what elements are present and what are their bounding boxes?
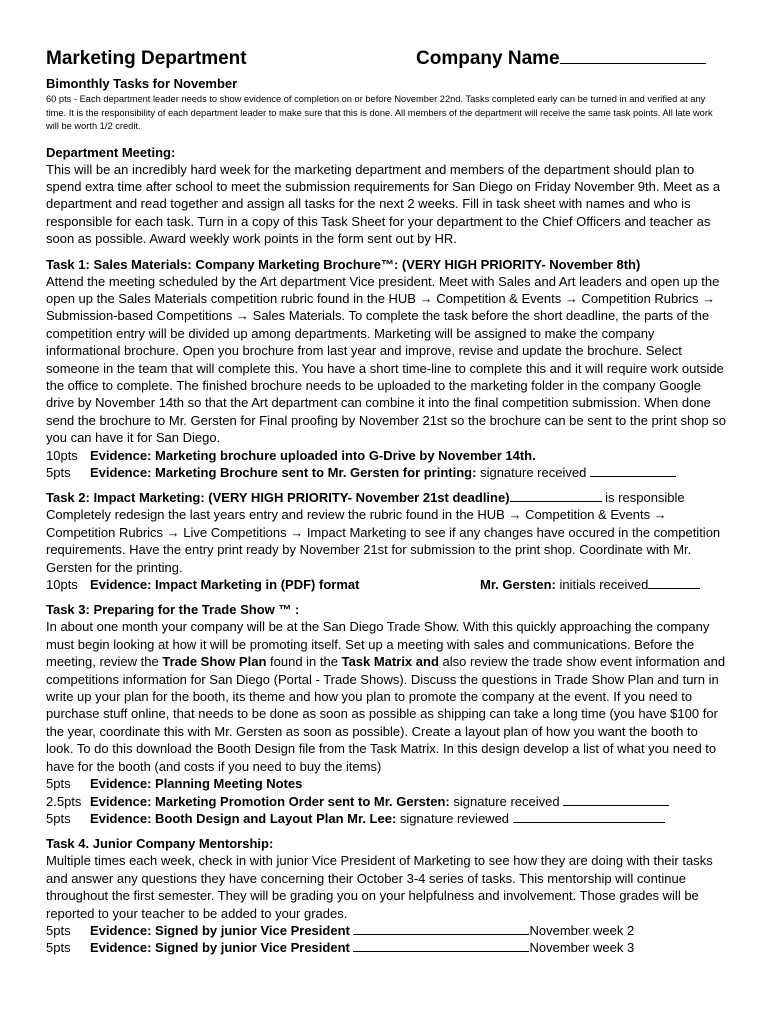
header-row	[46, 48, 726, 72]
task1-heading: Task 1: Sales Materials: Company Marketing Brochure™: (VERY HIGH PRIORITY- November 8th)	[46, 256, 641, 272]
task4-body: Multiple times each week, check in with junior Vice President of Marketing to see how they are doing with their tasks and answer any questions they have concerning their October 3-4 series of tasks. This mentorship will continue throughout the first semester. They will be grading you on your helpfulness and involvement. Those grades will be reported to your teacher to be added to your grades.	[46, 853, 713, 921]
points: 5pts	[46, 810, 71, 826]
points: 5pts	[46, 940, 71, 956]
points: 2.5pts	[46, 793, 82, 809]
task3-evidence-3	[46, 810, 726, 827]
points: 5pts	[46, 465, 71, 480]
points: 10pts	[46, 447, 78, 463]
task3-section	[46, 601, 726, 827]
points: 5pts	[46, 776, 71, 792]
company-name-blank	[560, 52, 706, 64]
task3-evidence-2	[46, 793, 726, 810]
signature-blank	[563, 794, 669, 806]
task4-evidence-1	[46, 922, 726, 939]
evidence-label: Evidence: Marketing Brochure sent to Mr. Gersten for printing:	[90, 465, 477, 480]
task3-heading: Task 3: Preparing for the Trade Show ™ :	[46, 602, 300, 618]
evidence-label: Evidence: Impact Marketing in (PDF) format	[90, 577, 360, 593]
signature-note: signature received	[480, 465, 587, 480]
task4-section	[46, 835, 726, 956]
department-title: Marketing Department	[46, 48, 247, 69]
evidence-label: Evidence: Signed by junior Vice President	[90, 922, 350, 938]
evidence-label: Evidence: Signed by junior Vice President	[90, 940, 350, 956]
task2-section	[46, 489, 726, 593]
signature-blank	[513, 811, 665, 823]
evidence-label: Evidence: Booth Design and Layout Plan Mr. Lee:	[90, 810, 397, 826]
task2-heading: Task 2: Impact Marketing: (VERY HIGH PRIORITY- November 21st deadline)	[46, 490, 510, 506]
meeting-section	[46, 144, 726, 248]
evidence-label: Evidence: Planning Meeting Notes	[90, 776, 303, 792]
task4-evidence-2	[46, 939, 726, 956]
signature-blank	[353, 940, 529, 952]
responsible-label: is responsible	[605, 490, 685, 506]
task4-heading: Task 4. Junior Company Mentorship:	[46, 836, 274, 852]
responsible-blank	[510, 490, 602, 502]
task1-evidence-1	[46, 447, 726, 464]
gersten-initials: Mr. Gersten: initials received	[480, 576, 700, 593]
intro-text: 60 pts - Each department leader needs to show evidence of completion on or before November 22nd. Tasks completed early can be turned in and verified at any time. It is the responsibility of each department leader to make sure that this is done. All members of the department will receive the same task points. All late work will be worth 1/2 credit.	[46, 94, 713, 131]
task2-heading-row	[46, 489, 726, 506]
signature-blank	[353, 923, 529, 935]
week-note: November week 3	[529, 940, 635, 956]
points: 10pts	[46, 577, 78, 593]
page-subtitle: Bimonthly Tasks for November	[46, 76, 238, 91]
evidence-label: Evidence: Marketing brochure uploaded into G-Drive by November 14th.	[90, 447, 536, 463]
task1-section	[46, 256, 726, 482]
signature-note: signature received	[453, 793, 560, 809]
company-name-label: Company Name	[416, 48, 706, 70]
week-note: November week 2	[529, 922, 635, 938]
signature-note: signature reviewed	[399, 810, 510, 826]
task3-body: In about one month your company will be at the San Diego Trade Show. With this quickly approaching the company must begin looking at how it will be promoting itself. Set up a meeting with sales and communications. Before the meeting, review the Trade Show Plan found in the Task Matrix and also review the trade show event information and competitions information for San Diego (Portal - Trade Shows). Discuss the questions in Trade Show Plan and turn in write up your plan for the booth, its theme and how you plan to promote the company at the event. If you need to purchase stuff online, that needs to be done as soon as possible as shipping can take a long time (you have $100 for the year, coordinate this with Mr. Gersten as soon as possible). Create a layout plan of how you want the booth to look. To do this download the Booth Design file from the Task Matrix. In this design develop a list of what you need to have for the booth (and costs if you need to buy the items)	[46, 619, 726, 774]
task2-evidence	[46, 576, 726, 593]
task2-body: Completely redesign the last years entry and review the rubric found in the HUB → Competition & Events → Competition Rubrics → Live Competitions → Impact Marketing to see if any changes have occured in the competition requirements. Have the entry print ready by November 21st for submission to the print shop. Coordinate with Mr. Gersten for the printing.	[46, 507, 721, 575]
meeting-heading: Department Meeting:	[46, 144, 176, 160]
task3-evidence-1	[46, 775, 726, 792]
meeting-body: This will be an incredibly hard week for the marketing department and members of the department should plan to spend extra time after school to meet the submission requirements for San Diego on Friday November 9th. Meet as a department and read together and assign all tasks for the next 2 weeks. Fill in task sheet with names and who is responsible for each task. Turn in a copy of this Task Sheet for your department to the Chief Officers and teacher as soon as possible. Award weekly work points in the form sent out by HR.	[46, 161, 721, 247]
evidence-label: Evidence: Marketing Promotion Order sent to Mr. Gersten:	[90, 793, 450, 809]
points: 5pts	[46, 922, 71, 938]
task1-evidence-2	[46, 464, 726, 481]
initials-blank	[648, 577, 700, 589]
signature-blank	[590, 465, 676, 477]
task1-body: Attend the meeting scheduled by the Art department Vice president. Meet with Sales and Art leaders and open up the open up the Sales Materials competition rubric found in the HUB → Competition & Events → Competition Rubrics → Submission-based Competitions → Sales Materials. To complete the task before the short deadline, the parts of the competition entry will be divided up among departments. Marketing will be assigned to make the company informational brochure. Open you brochure from last year and improve, revise and update the brochure. Select someone in the team that will complete this. You have a short time-line to complete this and it will require work outside the office to complete. The finished brochure needs to be uploaded to the marketing folder in the company Google drive by November 14th so that the Art department can combine it into the final competition submission. When done send the brochure to Mr. Gersten for Final proofing by November 21st so the brochure can be sent to the print shop so you can have it for San Diego.	[46, 273, 726, 446]
